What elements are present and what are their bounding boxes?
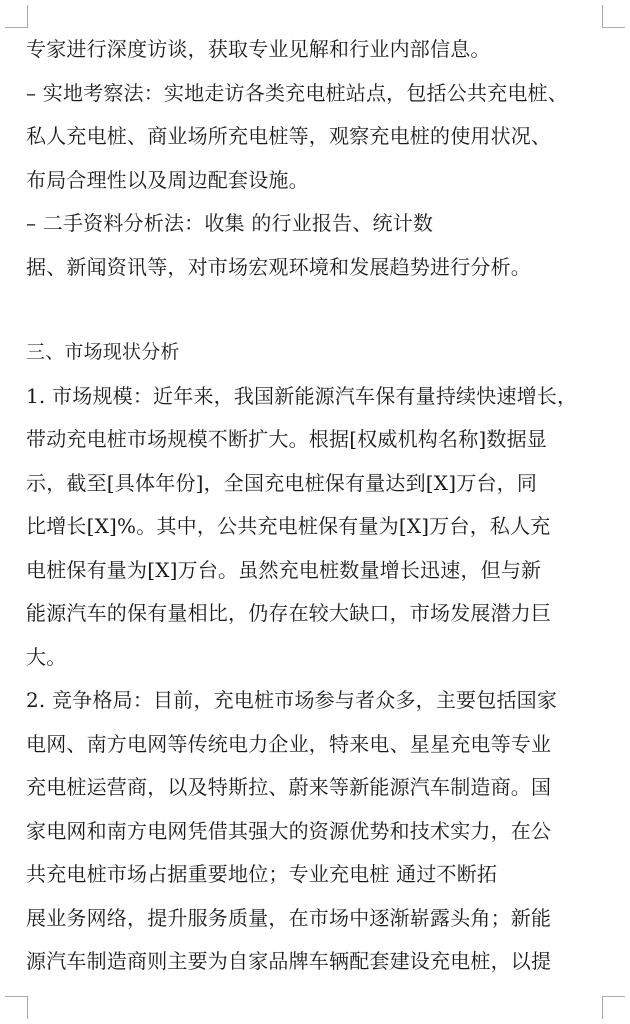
text-line: 示，截至[具体年份]，全国充电桩保有量达到[X]万台，同 [26,470,538,495]
document-body [26,28,606,984]
text-line: 据、新闻资讯等，对市场宏观环境和发展趋势进行分析。 [26,254,531,279]
text-line: 1. 市场规模：近年来，我国新能源汽车保有量持续快速增长， [26,383,578,408]
text-line: 展业务网络，提升服务质量，在市场中逐渐崭露头角；新能 [26,905,552,930]
text-line: 比增长[X]%。其中，公共充电桩保有量为[X]万台，私人充 [26,514,551,538]
text-line: – 二手资料分析法：收集 的行业报告、统计数 [26,211,434,235]
crop-mark-bottom-right [602,996,625,1019]
text-line: 2. 竞争格局：目前，充电桩市场参与者众多，主要包括国家 [26,688,558,712]
text-line: 带动充电桩市场规模不断扩大。根据[权威机构名称]数据显 [26,427,548,451]
text-line: 布局合理性以及周边配套设施。 [26,167,309,192]
section-heading: 三、市场现状分析 [26,341,180,363]
text-line: 电桩保有量为[X]万台。虽然充电桩数量增长迅速，但与新 [26,557,542,582]
text-line: 电网、南方电网等传统电力企业，特来电、星星充电等专业 [26,731,552,756]
crop-mark-bottom-left [5,996,28,1019]
paragraph-gap [26,289,606,331]
text-line: 专家进行深度访谈，获取专业见解和行业内部信息。 [26,37,491,61]
text-line: 家电网和南方电网凭借其强大的资源优势和技术实力，在公 [26,818,552,843]
text-line: 私人充电桩、商业场所充电桩等，观察充电桩的使用状况、 [26,124,552,148]
text-line: – 实地考察法：实地走访各类充电桩站点，包括公共充电桩、 [26,80,568,105]
text-line: 共充电桩市场占据重要地位；专业充电桩 通过不断拓 [26,862,498,886]
text-line: 能源汽车的保有量相比，仍存在较大缺口，市场发展潜力巨 [26,601,552,625]
text-line: 源汽车制造商则主要为自家品牌车辆配套建设充电桩，以提 [26,949,552,973]
text-line: 大。 [26,644,67,669]
text-line: 充电桩运营商，以及特斯拉、蔚来等新能源汽车制造商。国 [26,775,552,799]
crop-mark-top-right [602,5,625,28]
crop-mark-top-left [5,5,28,28]
